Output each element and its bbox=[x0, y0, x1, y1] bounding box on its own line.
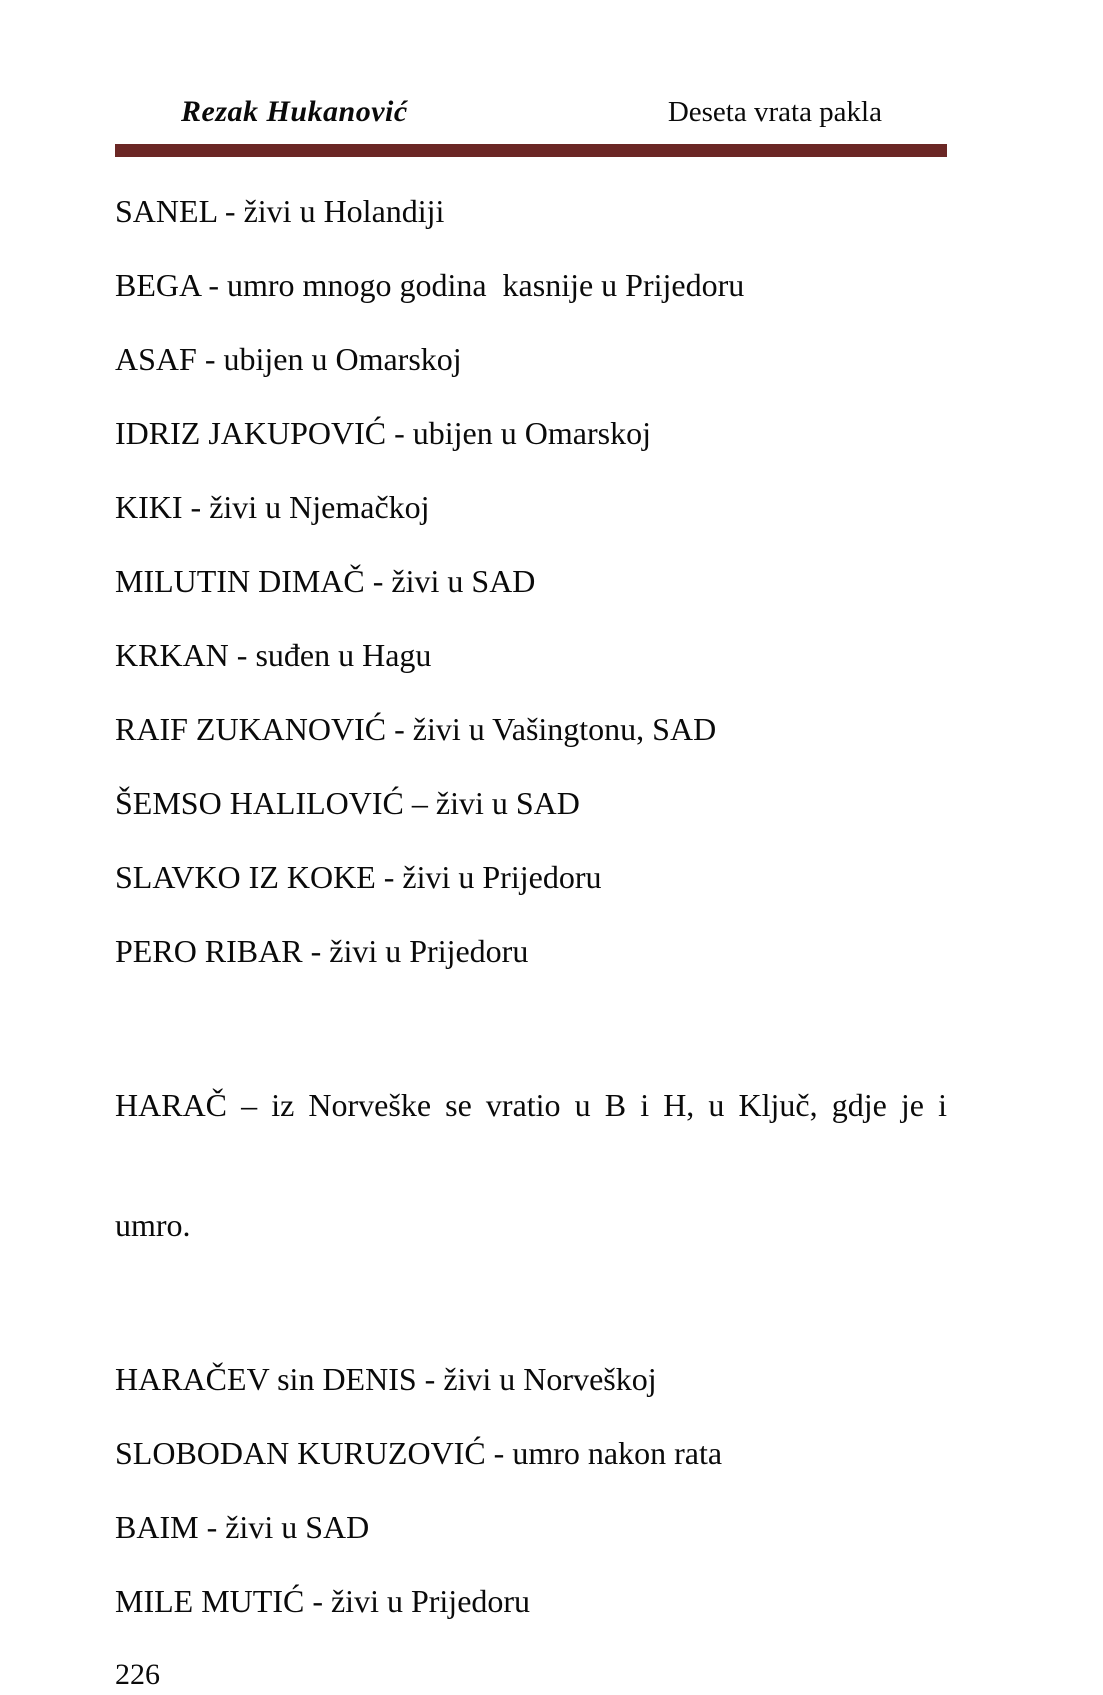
list-entry: KRKAN - suđen u Hagu bbox=[115, 637, 432, 673]
list-entry: ASAF - ubijen u Omarskoj bbox=[115, 341, 462, 377]
list-entry: KIKI - živi u Njemačkoj bbox=[115, 489, 430, 525]
list-entry: ŠEMSO HALILOVIĆ – živi u SAD bbox=[115, 785, 580, 821]
list-entry: IDRIZ JAKUPOVIĆ - ubijen u Omarskoj bbox=[115, 415, 651, 451]
entry-text-continued: umro. bbox=[115, 1207, 191, 1243]
list-entry: MILE MUTIĆ - živi u Prijedoru bbox=[115, 1583, 531, 1619]
list-entry: HARAČEV sin DENIS - živi u Norveškoj bbox=[115, 1361, 657, 1397]
list-entry: BEGA - umro mnogo godina kasnije u Prijedoru bbox=[115, 267, 745, 303]
list-entry: PERO RIBAR - živi u Prijedoru bbox=[115, 933, 529, 969]
list-entry: RAIF ZUKANOVIĆ - živi u Vašingtonu, SAD bbox=[115, 711, 717, 747]
page-number: 226 bbox=[115, 1658, 160, 1691]
list-entry-two-line bbox=[115, 1005, 947, 1325]
list-entry: SANEL - živi u Holandiji bbox=[115, 193, 445, 229]
list-entry: BAIM - živi u SAD bbox=[115, 1509, 370, 1545]
header-rule bbox=[115, 144, 947, 157]
page-header bbox=[115, 95, 947, 135]
list-entry: MILUTIN DIMAČ - živi u SAD bbox=[115, 563, 536, 599]
entry-list bbox=[115, 191, 947, 1621]
list-entry: SLOBODAN KURUZOVIĆ - umro nakon rata bbox=[115, 1435, 723, 1471]
author-name: Rezak Hukanović bbox=[181, 95, 408, 128]
list-entry: SLAVKO IZ KOKE - živi u Prijedoru bbox=[115, 859, 602, 895]
entry-text: HARAČ – iz Norveške se vratio u B i H, u Ključ, gdje je i bbox=[115, 1087, 947, 1123]
book-title: Deseta vrata pakla bbox=[667, 96, 882, 128]
